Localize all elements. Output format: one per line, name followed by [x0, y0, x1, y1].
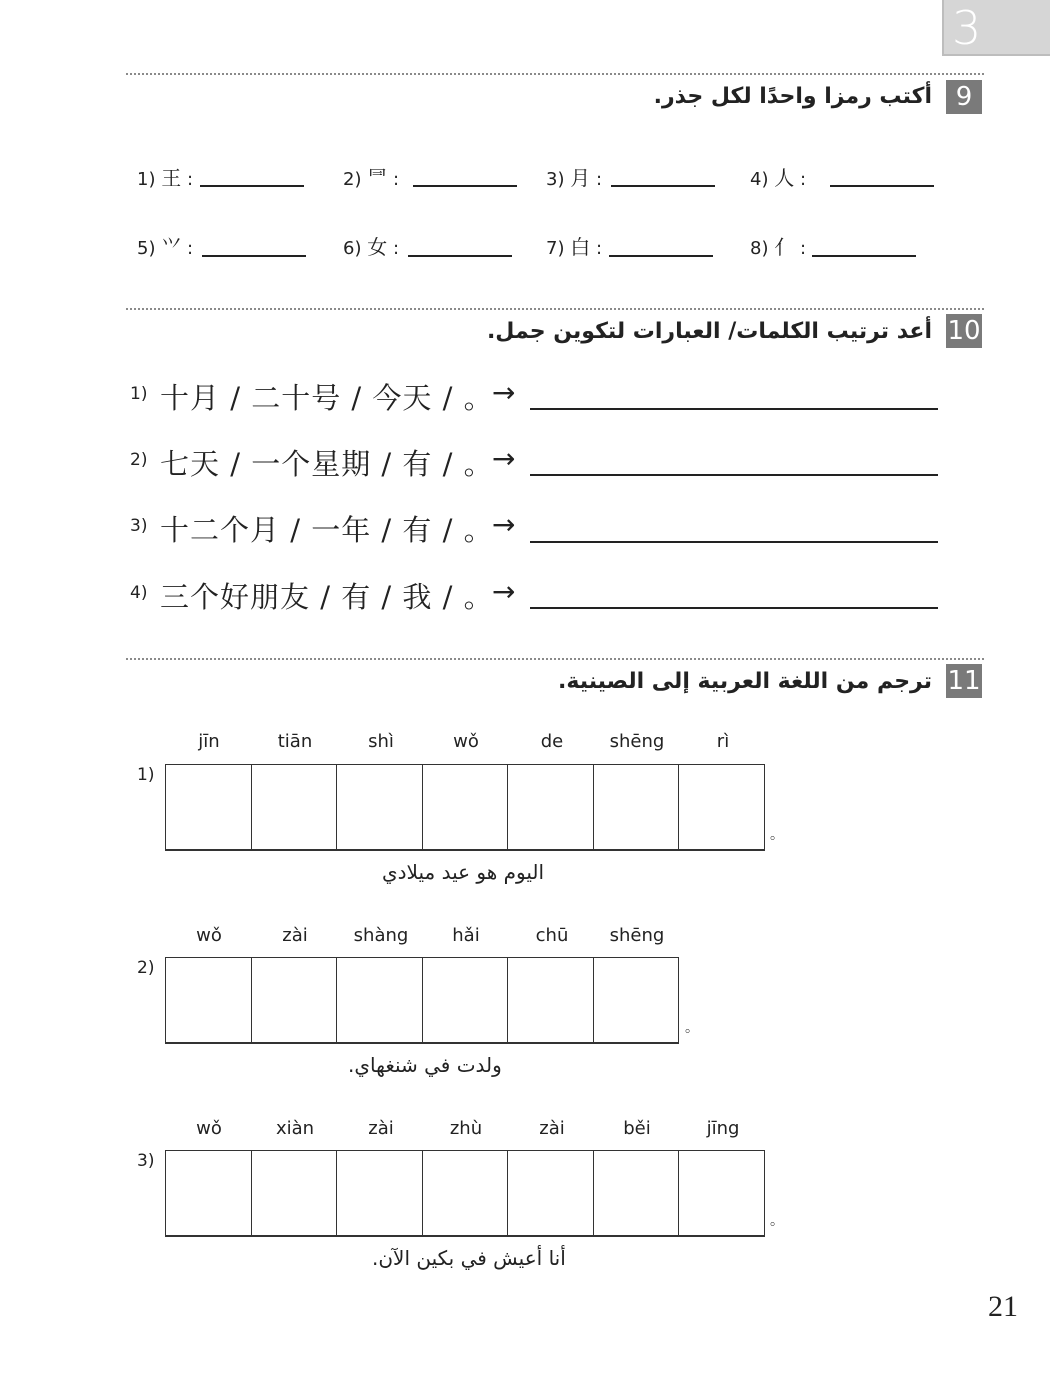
colon: : [392, 169, 400, 190]
character-box[interactable] [252, 765, 338, 849]
radical-glyph: 白 [570, 235, 591, 259]
scrambled-sentence: 十二个月 / 一年 / 有 / 。 [160, 513, 494, 547]
answer-blank[interactable] [200, 185, 304, 187]
colon: : [186, 238, 194, 259]
item-label: 1) [137, 169, 156, 190]
character-box[interactable] [594, 765, 680, 849]
question-label: 3) [130, 516, 148, 536]
radical-glyph: 月 [570, 166, 591, 190]
answer-blank[interactable] [830, 185, 934, 187]
arabic-sentence: ولدت في شنغهاي. [348, 1053, 502, 1077]
item-label: 3) [546, 169, 565, 190]
question-label: 2) [137, 958, 155, 978]
character-box[interactable] [594, 1151, 680, 1235]
item-label: 4) [750, 169, 769, 190]
radical-item-1 [137, 162, 193, 191]
colon: : [799, 238, 807, 259]
item-label: 7) [546, 238, 565, 259]
radical-glyph: ⺍ [161, 235, 182, 259]
pinyin: rì [716, 731, 730, 752]
pinyin: wǒ [453, 731, 479, 752]
character-box[interactable] [337, 1151, 423, 1235]
radical-glyph: 人 [774, 166, 795, 190]
item-label: 8) [750, 238, 769, 259]
answer-blank[interactable] [202, 255, 306, 257]
exercise-11-instruction: ترجم من اللغة العربية إلى الصينية. [558, 669, 932, 694]
pinyin: zài [282, 925, 308, 946]
exercise-11-number: 11 [947, 666, 981, 696]
character-box[interactable] [423, 958, 509, 1042]
period-mark: 。 [770, 1213, 784, 1229]
period-mark: 。 [770, 827, 784, 843]
arrow-icon: → [492, 575, 516, 608]
character-box-row [165, 1150, 765, 1237]
answer-blank[interactable] [408, 255, 512, 257]
item-label: 5) [137, 238, 156, 259]
character-box[interactable] [252, 958, 338, 1042]
pinyin: zài [368, 1118, 394, 1139]
arrow-icon: → [492, 442, 516, 475]
character-box[interactable] [166, 958, 252, 1042]
pinyin: zhù [449, 1118, 483, 1139]
radical-item-7 [546, 231, 602, 260]
radical-glyph: 王 [161, 166, 182, 190]
item-label: 2) [343, 169, 362, 190]
exercise-10-number: 10 [947, 316, 981, 346]
radical-item-5 [137, 231, 193, 260]
pinyin: zài [539, 1118, 565, 1139]
character-box[interactable] [679, 765, 765, 849]
pinyin: shì [368, 731, 394, 752]
answer-line[interactable] [530, 541, 938, 543]
pinyin: běi [623, 1118, 651, 1139]
arrow-icon: → [492, 508, 516, 541]
colon: : [186, 169, 194, 190]
character-box[interactable] [337, 765, 423, 849]
character-box[interactable] [594, 958, 680, 1042]
page-number: 21 [988, 1290, 1018, 1323]
answer-line[interactable] [530, 474, 938, 476]
pinyin: wǒ [196, 925, 222, 946]
pinyin: de [540, 731, 564, 752]
character-box[interactable] [166, 765, 252, 849]
pinyin: jīng [706, 1118, 740, 1139]
character-box[interactable] [679, 1151, 765, 1235]
radical-glyph: 亻 [774, 235, 795, 259]
section-divider [126, 73, 984, 75]
character-box[interactable] [508, 1151, 594, 1235]
radical-item-3 [546, 162, 602, 191]
scrambled-sentence: 十月 / 二十号 / 今天 / 。 [160, 381, 494, 415]
character-box[interactable] [508, 765, 594, 849]
pinyin: shēng [609, 731, 665, 752]
colon: : [392, 238, 400, 259]
answer-blank[interactable] [413, 185, 517, 187]
pinyin: jīn [198, 731, 220, 752]
character-box[interactable] [166, 1151, 252, 1235]
pinyin: shàng [353, 925, 409, 946]
section-divider [126, 658, 984, 660]
radical-item-4 [750, 162, 806, 191]
arabic-sentence: أنا أعيش في بكين الآن. [372, 1246, 566, 1270]
radical-item-8 [750, 231, 806, 260]
pinyin: tiān [277, 731, 313, 752]
question-label: 1) [130, 384, 148, 404]
exercise-10-instruction: أعد ترتيب الكلمات/ العبارات لتكوين جمل. [486, 319, 932, 344]
exercise-9-instruction: أكتب رمزا واحدًا لكل جذر. [653, 84, 932, 109]
scrambled-sentence: 三个好朋友 / 有 / 我 / 。 [160, 580, 494, 614]
item-label: 6) [343, 238, 362, 259]
chapter-tab: 3 [942, 0, 1050, 56]
question-label: 3) [137, 1151, 155, 1171]
radical-item-2 [343, 162, 399, 191]
character-box[interactable] [508, 958, 594, 1042]
character-box[interactable] [423, 765, 509, 849]
colon: : [595, 238, 603, 259]
pinyin: shēng [609, 925, 665, 946]
radical-item-6 [343, 231, 399, 260]
character-box-row [165, 764, 765, 851]
answer-blank[interactable] [609, 255, 713, 257]
question-label: 1) [137, 765, 155, 785]
arabic-sentence: اليوم هو عيد ميلادي [382, 860, 545, 884]
pinyin: hǎi [452, 925, 480, 946]
scrambled-sentence: 七天 / 一个星期 / 有 / 。 [160, 447, 494, 481]
character-box[interactable] [423, 1151, 509, 1235]
radical-glyph: ⺜ [367, 166, 388, 190]
colon: : [799, 169, 807, 190]
answer-line[interactable] [530, 408, 938, 410]
pinyin: chū [535, 925, 569, 946]
radical-glyph: 女 [367, 235, 388, 259]
section-divider [126, 308, 984, 310]
question-label: 4) [130, 583, 148, 603]
period-mark: 。 [685, 1020, 699, 1036]
question-label: 2) [130, 450, 148, 470]
answer-line[interactable] [530, 607, 938, 609]
answer-blank[interactable] [812, 255, 916, 257]
arrow-icon: → [492, 376, 516, 409]
exercise-9-number: 9 [946, 80, 982, 114]
character-box[interactable] [337, 958, 423, 1042]
colon: : [595, 169, 603, 190]
answer-blank[interactable] [611, 185, 715, 187]
pinyin: xiàn [275, 1118, 315, 1139]
character-box[interactable] [252, 1151, 338, 1235]
pinyin: wǒ [196, 1118, 222, 1139]
character-box-row [165, 957, 679, 1044]
